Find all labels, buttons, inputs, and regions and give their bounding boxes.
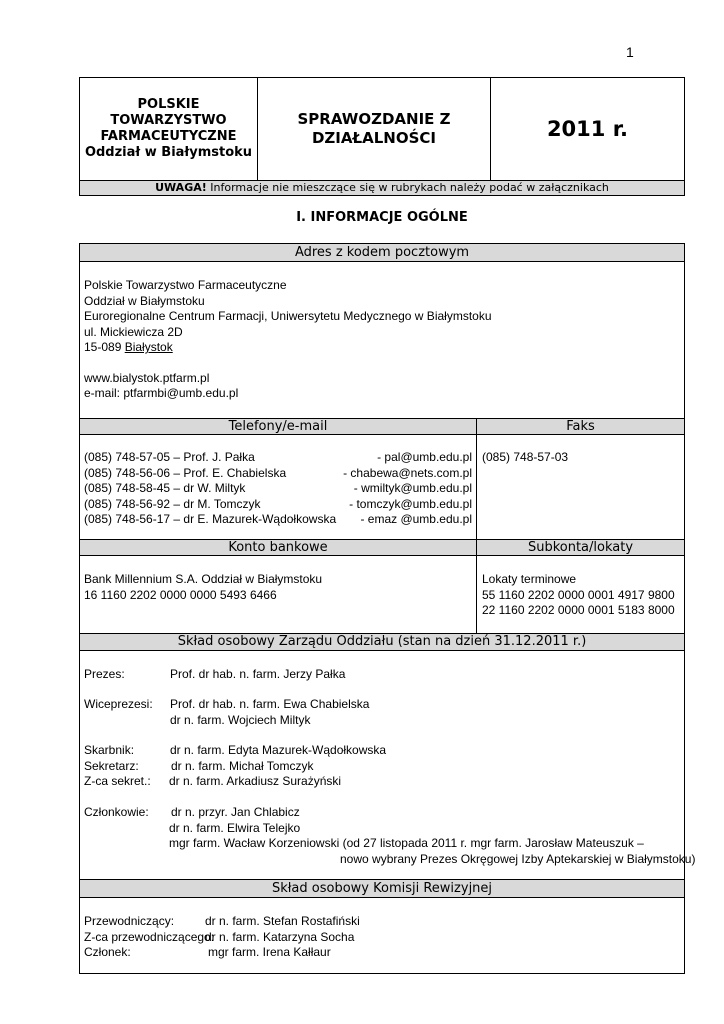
deposit-account: 22 1160 2202 0000 0001 5183 8000 [482, 603, 675, 617]
board-treasurer: dr n. farm. Edyta Mazurek-Wądołkowska [170, 743, 387, 757]
address-city-line [84, 340, 492, 356]
page-number: 1 [626, 44, 634, 60]
postal-code: 15-089 [84, 340, 125, 354]
board-deputy-secretary: dr n. farm. Arkadiusz Surażyński [169, 774, 342, 788]
address-line: Oddział w Białymstoku [84, 293, 205, 308]
phone-row [84, 497, 472, 513]
phones-heading: Telefony/e-mail [80, 419, 476, 435]
board-vice-president: Prof. dr hab. n. farm. Ewa Chabielska [170, 697, 370, 711]
phone-number: (085) 748-56-17 – dr E. Mazurek-Wądołkowska [84, 512, 337, 526]
address-line: Polskie Towarzystwo Farmaceutyczne [84, 278, 287, 292]
phone-email[interactable]: - pal@umb.edu.pl [377, 450, 472, 464]
board-member: dr n. przyr. Jan Chlabicz [171, 805, 300, 819]
warning-text: Informacje nie mieszczące się w rubrykach należy podać w załącznikach [206, 181, 609, 194]
board-secretary: dr n. farm. Michał Tomczyk [171, 758, 314, 773]
phone-email[interactable]: - chabewa@nets.com.pl [343, 465, 472, 480]
report-title-line: SPRAWOZDANIE Z [297, 110, 451, 128]
address-heading: Adres z kodem pocztowym [80, 244, 684, 262]
phone-number: (085) 748-56-06 – Prof. E. Chabielska [84, 465, 287, 480]
board-label: Prezes: [84, 667, 125, 681]
subaccounts-heading: Subkonta/lokaty [477, 540, 684, 556]
deposit-account: 55 1160 2202 0000 0001 4917 9800 [482, 587, 675, 602]
bank-account-block [84, 572, 322, 603]
phone-row [84, 512, 472, 528]
organization-name [80, 78, 258, 180]
address-line: Euroregionalne Centrum Farmacji, Uniwersytetu Medycznego w Białymstoku [84, 309, 492, 323]
bank-account-number: 16 1160 2202 0000 0000 5493 6466 [84, 587, 277, 602]
org-line: FARMACEUTYCZNE [100, 129, 237, 144]
bank-name: Bank Millennium S.A. Oddział w Białymstoku [84, 572, 323, 586]
board-label: Skarbnik: [84, 743, 135, 757]
report-title-line: DZIAŁALNOŚCI [311, 129, 436, 147]
org-line: TOWARZYSTWO [110, 113, 227, 128]
report-title [258, 78, 491, 180]
email-link[interactable]: e-mail: ptfarmbi@umb.edu.pl [84, 386, 239, 400]
fax-number: (085) 748-57-03 [482, 450, 569, 464]
website-link[interactable]: www.bialystok.ptfarm.pl [84, 370, 210, 385]
warning-label: UWAGA! [155, 181, 207, 194]
report-year: 2011 r. [546, 117, 629, 141]
general-info-table [79, 243, 696, 974]
board-heading: Skład osobowy Zarządu Oddziału (stan na dzień 31.12.2011 r.) [80, 634, 684, 651]
phone-email[interactable]: - tomczyk@umb.edu.pl [349, 496, 472, 511]
board-member: mgr farm. Wacław Korzeniowski (od 27 listopada 2011 r. mgr farm. Jarosław Mateuszuk – [169, 836, 644, 850]
phone-number: (085) 748-58-45 – dr W. Miltyk [84, 481, 246, 495]
phone-row [84, 481, 472, 497]
warning-note [80, 180, 684, 195]
audit-member: mgr farm. Irena Kałłaur [208, 945, 331, 959]
audit-label: Członek: [84, 945, 131, 959]
report-header [79, 77, 685, 196]
audit-label: Z-ca przewodniczącego: [84, 929, 215, 944]
phone-number: (085) 748-57-05 – Prof. J. Pałka [84, 450, 255, 464]
phone-email[interactable]: - wmiltyk@umb.edu.pl [353, 481, 472, 495]
phone-row [84, 466, 472, 482]
board-label: Z-ca sekret.: [84, 774, 151, 788]
audit-member: dr n. farm. Stefan Rostafiński [205, 914, 360, 928]
board-label: Członkowie: [84, 805, 149, 819]
phone-number: (085) 748-56-92 – dr M. Tomczyk [84, 496, 261, 511]
address-block [84, 278, 492, 402]
audit-label: Przewodniczący: [84, 914, 175, 928]
address-line: ul. Mickiewicza 2D [84, 324, 183, 339]
deposits-block [482, 572, 675, 619]
phone-email[interactable]: - emaz @umb.edu.pl [360, 512, 472, 526]
board-member-note: nowo wybrany Prezes Okręgowej Izby Aptekarskiej w Białymstoku) [340, 851, 696, 866]
board-member: dr n. farm. Elwira Telejko [169, 820, 301, 835]
phone-row [84, 450, 472, 466]
city: Białystok [124, 340, 173, 354]
fax-heading: Faks [477, 419, 684, 435]
board-president: Prof. dr hab. n. farm. Jerzy Pałka [170, 667, 346, 681]
audit-member: dr n. farm. Katarzyna Socha [205, 929, 355, 944]
bank-heading: Konto bankowe [80, 540, 476, 556]
board-label: Wiceprezesi: [84, 697, 153, 711]
board-vice-president: dr n. farm. Wojciech Miltyk [170, 712, 311, 727]
deposits-label: Lokaty terminowe [482, 572, 577, 586]
org-line: Oddział w Białymstoku [84, 145, 253, 160]
board-label: Sekretarz: [84, 758, 139, 773]
org-line: POLSKIE [137, 97, 200, 112]
section-title: I. INFORMACJE OGÓLNE [296, 210, 468, 225]
audit-heading: Skład osobowy Komisji Rewizyjnej [80, 880, 684, 898]
